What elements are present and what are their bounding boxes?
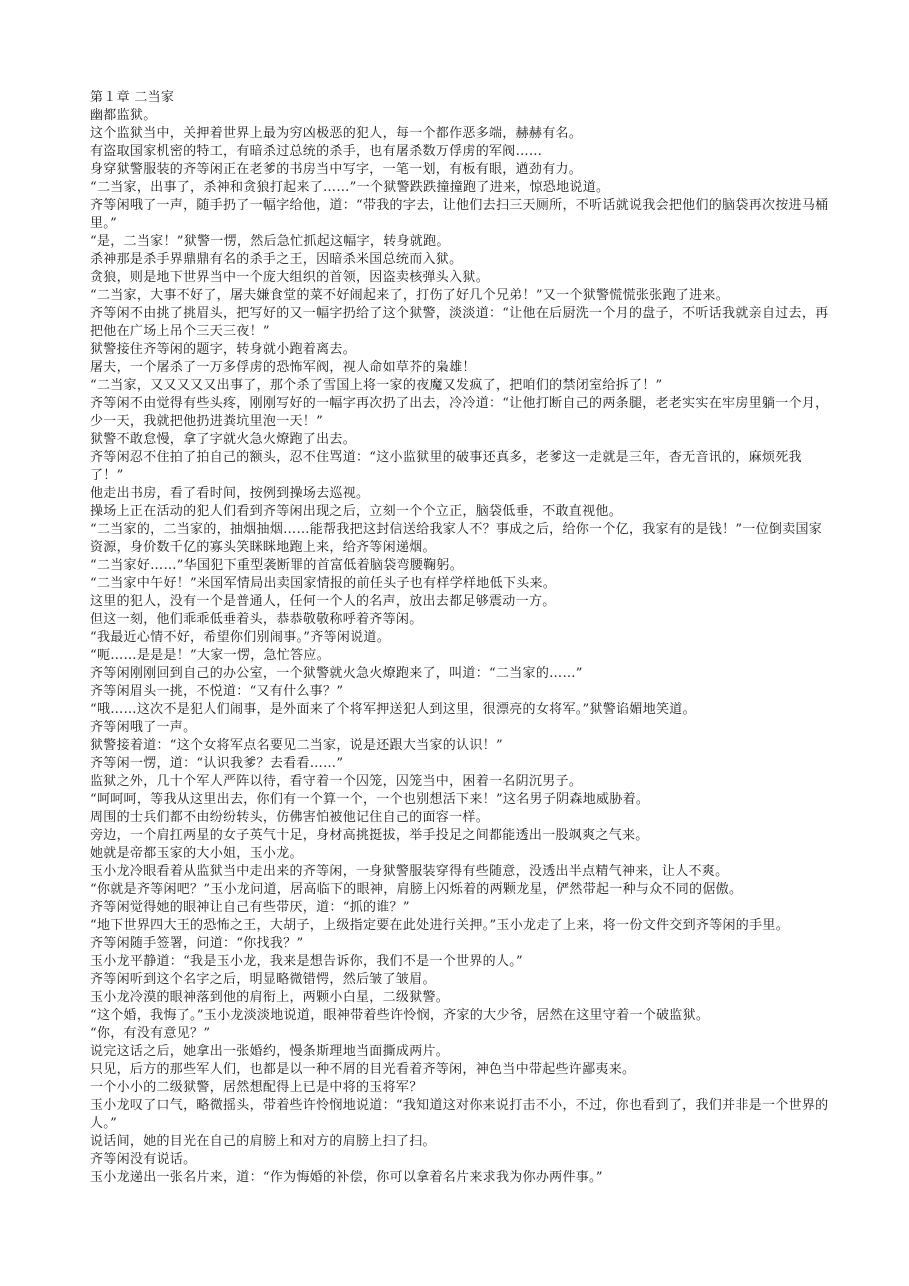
paragraph: “你就是齐等闲吧？”玉小龙问道，居高临下的眼神，肩膀上闪烁着的两颗龙星，俨然带起一种与众不同的倨傲。	[90, 882, 743, 897]
paragraph: “地下世界四大王的恐怖之王，大胡子，上级指定要在此处进行关押。”玉小龙走了上来，将一份文件交到齐等闲的手里。	[90, 918, 789, 933]
paragraph: 有盗取国家机密的特工，有暗杀过总统的杀手，也有屠杀数万俘虏的军阀……	[90, 144, 543, 159]
paragraph: “你，有没有意见？”	[90, 1026, 211, 1041]
paragraph: 齐等闲听到这个名字之后，明显略微错愕，然后皱了皱眉。	[90, 972, 436, 987]
paragraph: 齐等闲刚刚回到自己的办公室，一个狱警就火急火燎跑来了，叫道：“二当家的……”	[90, 666, 583, 681]
paragraph: 操场上正在活动的犯人们看到齐等闲出现之后，立刻一个个立正，脑袋低垂，不敢直视他。	[90, 504, 623, 519]
paragraph: “二当家的，二当家的，抽烟抽烟……能帮我把这封信送给我家人不？事成之后，给你一个亿，我家有的是钱！”一位倒卖国家资源，身价数千亿的寡头笑眯眯地跑上来，给齐等闲递烟。	[90, 522, 823, 555]
paragraph: 玉小龙冷漠的眼神落到他的肩衔上，两颗小白星，二级狱警。	[90, 990, 450, 1005]
paragraph: 身穿狱警服装的齐等闲正在老爹的书房当中写字，一笔一划，有板有眼，遒劲有力。	[90, 162, 583, 177]
document-page	[90, 89, 830, 1187]
paragraph: 杀神那是杀手界鼎鼎有名的杀手之王，因暗杀米国总统而入狱。	[90, 252, 463, 267]
paragraph: 她就是帝都玉家的大小姐，玉小龙。	[90, 846, 303, 861]
paragraph: 周围的士兵们都不由纷纷转头，仿佛害怕被他记住自己的面容一样。	[90, 810, 490, 825]
paragraph: 一个小小的二级狱警，居然想配得上已是中将的玉将军？	[90, 1080, 423, 1095]
paragraph: “呵呵呵，等我从这里出去，你们有一个算一个，一个也别想活下来！”这名男子阴森地威胁着。	[90, 792, 650, 807]
paragraph: 狱警不敢怠慢，拿了字就火急火燎跑了出去。	[90, 432, 357, 447]
paragraph: “呃……是是是！”大家一愣，急忙答应。	[90, 648, 330, 663]
paragraph: 监狱之外，几十个军人严阵以待，看守着一个囚笼，囚笼当中，困着一名阴沉男子。	[90, 774, 583, 789]
paragraph: 贪狼，则是地下世界当中一个庞大组织的首领，因盗卖核弹头入狱。	[90, 270, 490, 285]
paragraph: 狱警接住齐等闲的题字，转身就小跑着离去。	[90, 342, 357, 357]
paragraph: 齐等闲眉头一挑，不悦道：“又有什么事？”	[90, 684, 344, 699]
paragraph: 但这一刻，他们乖乖低垂着头，恭恭敬敬称呼着齐等闲。	[90, 612, 423, 627]
paragraph: 这里的犯人，没有一个是普通人，任何一个人的名声，放出去都足够震动一方。	[90, 594, 556, 609]
paragraph: 齐等闲不由挑了挑眉头，把写好的又一幅字扔给了这个狱警，淡淡道：“让他在后厨洗一个月的盘子，不听话我就亲自过去，再把他在广场上吊个三天三夜！”	[90, 306, 829, 339]
paragraph: 齐等闲一愣，道：“认识我爹？去看看……”	[90, 756, 344, 771]
paragraph: 齐等闲哦了一声。	[90, 720, 197, 735]
paragraph: 齐等闲忍不住拍了拍自己的额头，忍不住骂道：“这小监狱里的破事还真多，老爹这一走就是三年，杳无音讯的，麻烦死我了！”	[90, 450, 802, 483]
paragraph: 齐等闲随手签署，问道：“你找我？”	[90, 936, 304, 951]
paragraph: “二当家中午好！”米国军情局出卖国家情报的前任头子也有样学样地低下头来。	[90, 576, 557, 591]
paragraph: 旁边，一个肩扛两星的女子英气十足，身材高挑挺拔，举手投足之间都能透出一股飒爽之气来。	[90, 828, 649, 843]
chapter-title: 第１章 二当家	[90, 90, 175, 105]
paragraph: “二当家，又又又又又出事了，那个杀了雪国上将一家的夜魔又发疯了，把咱们的禁闭室给拆了！”	[90, 378, 663, 393]
paragraph: “哦……这次不是犯人们闹事，是外面来了个将军押送犯人到这里，很漂亮的女将军。”狱警谄媚地笑道。	[90, 702, 696, 717]
paragraph: 齐等闲觉得她的眼神让自己有些带厌，道：“抓的谁？”	[90, 900, 410, 915]
paragraph: 只见，后方的那些军人们，也都是以一种不屑的目光看着齐等闲，神色当中带起些许鄙夷来。	[90, 1062, 636, 1077]
paragraph: 幽都监狱。	[90, 108, 157, 123]
paragraph: 说话间，她的目光在自己的肩膀上和对方的肩膀上扫了扫。	[90, 1134, 436, 1149]
paragraph: 齐等闲哦了一声，随手扔了一幅字给他，道：“带我的字去，让他们去扫三天厕所，不听话就说我会把他们的脑袋再次按进马桶里。”	[90, 198, 829, 231]
paragraph: “二当家，大事不好了，屠夫嫌食堂的菜不好闹起来了，打伤了好几个兄弟！”又一个狱警慌慌张张跑了进来。	[90, 288, 729, 303]
paragraph: 玉小龙叹了口气，略微摇头，带着些许怜悯地说道：“我知道这对你来说打击不小，不过，你也看到了，我们并非是一个世界的人。”	[90, 1098, 829, 1131]
paragraph: 玉小龙平静道：“我是玉小龙，我来是想告诉你，我们不是一个世界的人。”	[90, 954, 523, 969]
paragraph: “是，二当家！”狱警一愣，然后急忙抓起这幅字，转身就跑。	[90, 234, 450, 249]
paragraph: “二当家，出事了，杀神和贪狼打起来了……”一个狱警跌跌撞撞跑了进来，惊恐地说道。	[90, 180, 610, 195]
paragraph: 齐等闲不由觉得有些头疼，刚刚写好的一幅字再次扔了出去，冷冷道：“让他打断自己的两条腿，老老实实在牢房里躺一个月，少一天，我就把他扔进粪坑里泡一天！”	[90, 396, 829, 429]
paragraph: 屠夫，一个屠杀了一万多俘虏的恐怖军阀，视人命如草芥的枭雄！	[90, 360, 476, 375]
paragraph: 狱警接着道：“这个女将军点名要见二当家，说是还跟大当家的认识！”	[90, 738, 503, 753]
paragraph: “二当家好……”华国犯下重型袭断罪的首富低着脑袋弯腰鞠躬。	[90, 558, 463, 573]
paragraph: 这个监狱当中，关押着世界上最为穷凶极恶的犯人，每一个都作恶多端，赫赫有名。	[90, 126, 583, 141]
paragraph: “我最近心情不好，希望你们别闹事。”齐等闲说道。	[90, 630, 390, 645]
paragraph: 玉小龙冷眼看着从监狱当中走出来的齐等闲，一身狱警服装穿得有些随意，没透出半点精气神来，让人不爽。	[90, 864, 729, 879]
paragraph: 说完这话之后，她拿出一张婚约，慢条斯理地当面撕成两片。	[90, 1044, 450, 1059]
document-body	[90, 107, 830, 1187]
paragraph: 齐等闲没有说话。	[90, 1152, 197, 1167]
paragraph: 玉小龙递出一张名片来，道：“作为悔婚的补偿，你可以拿着名片来求我为你办两件事。”	[90, 1170, 603, 1185]
paragraph: 他走出书房，看了看时间，按例到操场去巡视。	[90, 486, 370, 501]
paragraph: “这个婚，我悔了。”玉小龙淡淡地说道，眼神带着些许怜悯，齐家的大少爷，居然在这里守着一个破监狱。	[90, 1008, 710, 1023]
